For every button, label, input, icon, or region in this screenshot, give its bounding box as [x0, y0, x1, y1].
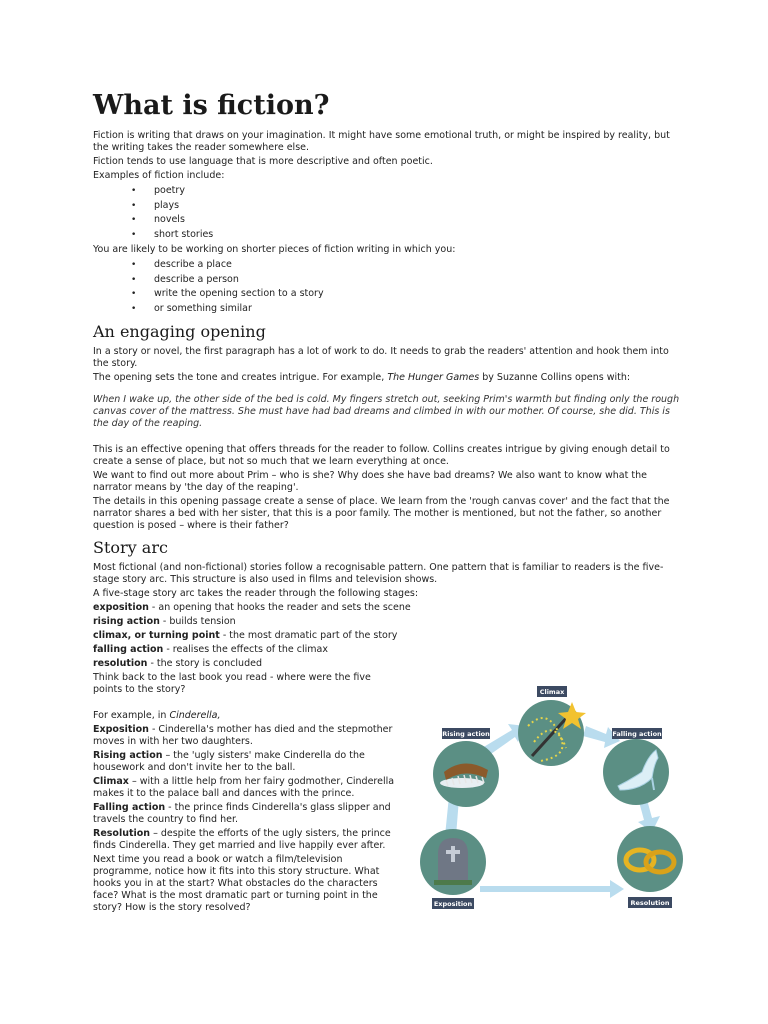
- arc-paragraph-1: Most fictional (and non-fictional) stories follow a recognisable pattern. One pattern that is familiar to readers is the five-stage story arc. This structure is also used in films and television shows.: [93, 562, 664, 585]
- falling-action-circle: [603, 739, 669, 805]
- stage-desc: - builds tension: [159, 616, 236, 627]
- list-item: • novels: [93, 213, 683, 228]
- arrow-exposition-to-resolution: [480, 880, 624, 898]
- stage-term: resolution: [93, 658, 148, 669]
- spacer: [93, 698, 403, 710]
- rising-action-circle: [433, 741, 499, 807]
- stage-item: [93, 658, 683, 670]
- stage-desc: - an opening that hooks the reader and sets the scene: [148, 602, 411, 613]
- stage-desc: - Cinderella's mother has died and the stepmother moves in with her two daughters.: [93, 724, 393, 747]
- rising-action-tag: [442, 728, 490, 739]
- falling-action-tag: [612, 728, 662, 739]
- stage-term: Exposition: [93, 724, 149, 735]
- stage-desc: - realises the effects of the climax: [163, 644, 328, 655]
- stage-desc: – despite the efforts of the ugly sisters, the prince finds Cinderella. They get married and live happily ever after.: [93, 828, 391, 851]
- cinderella-item: [93, 828, 403, 852]
- arc-paragraph-3: Think back to the last book you read - where were the five points to the story?: [93, 672, 371, 695]
- cinderella-item: [93, 724, 403, 748]
- resolution-tag: [628, 897, 672, 908]
- cinderella-item: [93, 750, 403, 774]
- arc-paragraph-2: A five-stage story arc takes the reader through the following stages:: [93, 588, 419, 599]
- falling-action-label: Falling action: [612, 730, 662, 738]
- stage-desc: - the most dramatic part of the story: [219, 630, 398, 641]
- stage-desc: – with a little help from her fairy godmother, Cinderella makes it to the palace ball and dances with the prince.: [93, 776, 395, 799]
- stage-term: exposition: [93, 602, 149, 613]
- section-heading-story-arc: Story arc: [93, 538, 168, 557]
- exposition-tag: [432, 898, 474, 909]
- stage-term: Falling action: [93, 802, 166, 813]
- stage-term: falling action: [93, 644, 164, 655]
- opening-paragraph-5: The details in this opening passage create a sense of place. We learn from the 'rough canvas cover' and the fact that the narrator shares a bed with her sister, that this is a poor family. The mother is mentioned, but not the father, so another question is posed – where is their father?: [93, 496, 670, 531]
- tasks-list: [93, 258, 683, 316]
- list-item: • short stories: [93, 228, 683, 243]
- list-item: • describe a person: [93, 273, 683, 288]
- stage-term: Climax: [93, 776, 129, 787]
- opening-paragraph-1: In a story or novel, the first paragraph has a lot of work to do. It needs to grab the readers' attention and hook them into the story.: [93, 346, 669, 369]
- cinderella-item: [93, 802, 403, 826]
- rising-action-label: Rising action: [442, 730, 490, 738]
- intro-paragraph-4: You are likely to be working on shorter pieces of fiction writing in which you:: [93, 244, 456, 255]
- resolution-label: Resolution: [630, 899, 670, 907]
- climax-label: Climax: [539, 688, 565, 696]
- list-item: • write the opening section to a story: [93, 287, 683, 302]
- climax-tag: [537, 686, 567, 697]
- stage-term: Resolution: [93, 828, 151, 839]
- intro-paragraph-3: Examples of fiction include:: [93, 170, 225, 181]
- list-item: • plays: [93, 199, 683, 214]
- gravestone-icon: [434, 838, 472, 885]
- stage-term: climax, or turning point: [93, 630, 220, 641]
- opening-paragraph-3: This is an effective opening that offers threads for the reader to follow. Collins creates intrigue by giving enough detail to create a sense of place, but not so much that we learn everything at once.: [93, 444, 670, 467]
- list-item: • describe a place: [93, 258, 683, 273]
- stage-item: [93, 630, 683, 642]
- stage-term: rising action: [93, 616, 160, 627]
- text-span: by Suzanne Collins opens with:: [479, 372, 631, 383]
- stage-item: [93, 644, 683, 656]
- section-heading-opening: An engaging opening: [93, 322, 266, 341]
- stage-desc: – the 'ugly sisters' make Cinderella do the housework and don't invite her to the ball.: [93, 750, 365, 773]
- text-span: The opening sets the tone and creates intrigue. For example,: [93, 372, 388, 383]
- page-title: What is fiction?: [93, 90, 330, 121]
- example-intro: [93, 710, 403, 722]
- cinderella-column: [93, 672, 403, 914]
- list-item: • or something similar: [93, 302, 683, 317]
- cinderella-item: [93, 776, 403, 800]
- examples-list: [93, 184, 683, 242]
- book-title: The Hunger Games: [387, 372, 480, 383]
- exposition-label: Exposition: [433, 900, 473, 908]
- hunger-games-quote: When I wake up, the other side of the bed is cold. My fingers stretch out, seeking Prim's warmth but finding only the rough canvas cover of the mattress. She must have had bad dreams and climbed in with our mother. Of course, she did. This is the day of the reaping.: [93, 394, 680, 429]
- stage-desc: - the prince finds Cinderella's glass slipper and travels the country to find her.: [93, 802, 391, 825]
- arc-paragraph-4: Next time you read a book or watch a film/television programme, notice how it fits into this story structure. What hooks you in at the start? What obstacles do the characters face? What is the most dramatic part or turning point in the story? How is the story resolved?: [93, 854, 380, 913]
- intro-paragraph-2: Fiction tends to use language that is more descriptive and often poetic.: [93, 156, 433, 167]
- text-span: For example, in: [93, 710, 170, 721]
- stage-item: [93, 616, 683, 628]
- story-arc-diagram: [420, 686, 690, 912]
- opening-paragraph-2: [93, 372, 683, 384]
- stage-item: [93, 602, 683, 614]
- stage-desc: - the story is concluded: [147, 658, 262, 669]
- list-item: • poetry: [93, 184, 683, 199]
- intro-paragraph-1: Fiction is writing that draws on your imagination. It might have some emotional truth, or might be inspired by reality, but the writing takes the reader somewhere else.: [93, 130, 670, 153]
- opening-paragraph-4: We want to find out more about Prim – who is she? Why does she have bad dreams? We also want to know what the narrator means by 'the day of the reaping'.: [93, 470, 647, 493]
- story-title: Cinderella,: [169, 710, 221, 721]
- stage-term: Rising action: [93, 750, 163, 761]
